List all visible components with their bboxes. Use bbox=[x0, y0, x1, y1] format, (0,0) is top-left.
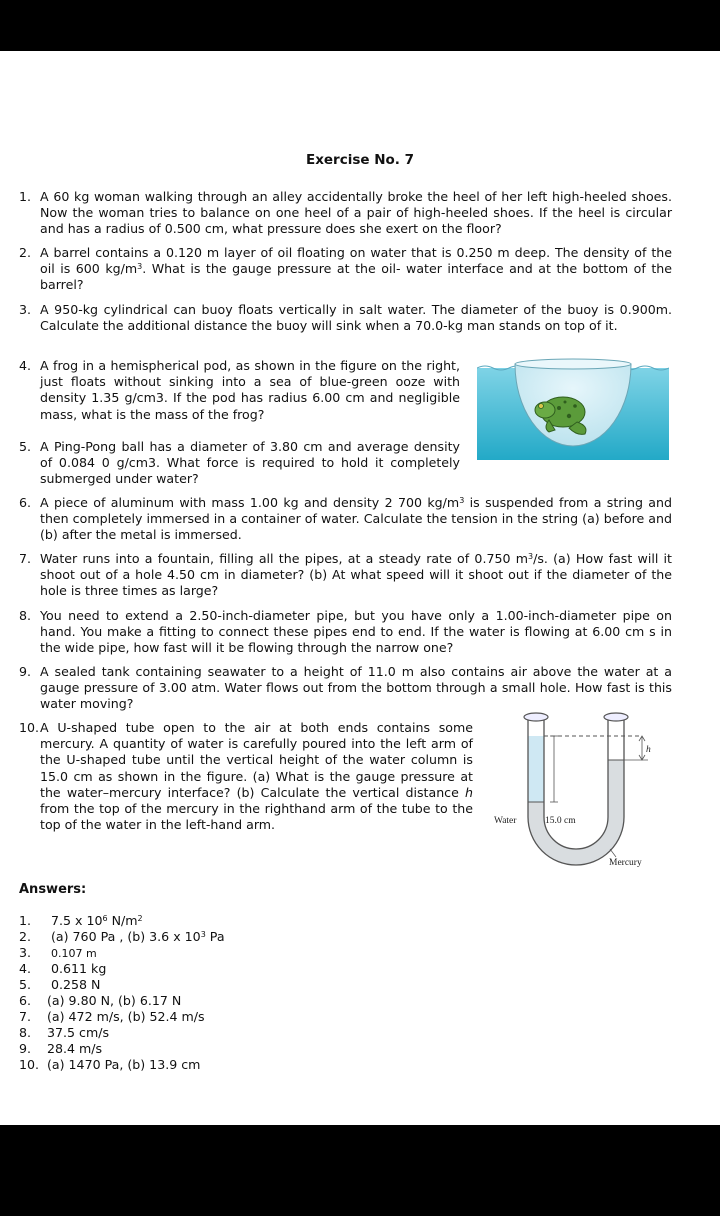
answer-item: 9. 28.4 m/s bbox=[19, 1041, 103, 1056]
h-label: h bbox=[646, 745, 651, 755]
question-9 bbox=[19, 664, 672, 713]
frog-pod-figure bbox=[477, 356, 669, 460]
question-8 bbox=[19, 608, 672, 657]
question-number: 9. bbox=[19, 664, 32, 679]
u-tube-figure bbox=[490, 709, 662, 869]
answer-item: 10. (a) 1470 Pa, (b) 13.9 cm bbox=[19, 1057, 201, 1072]
question-text: A sealed tank containing seawater to a height of 11.0 m also contains air above the water at a gauge pressure of 3.00 atm. Water flows out from the bottom through a small hole. How fast is this water moving? bbox=[40, 664, 672, 712]
question-number: 10. bbox=[19, 720, 40, 735]
question-text: Water runs into a fountain, filling all the pipes, at a steady rate of 0.750 $m^3/s$. (a) How fast will it shoot out of a hole 4.50 cm in diameter? (b) At what speed will it shoot out if the diameter of the hole is three times as large? bbox=[40, 551, 672, 599]
mercury-label: Mercury bbox=[609, 858, 642, 868]
question-2 bbox=[19, 245, 672, 294]
question-number: 2. bbox=[19, 245, 32, 260]
question-text: A 950-kg cylindrical can buoy floats vertically in salt water. The diameter of the buoy is 0.900m. Calculate the additional distance the buoy will sink when a 70.0-kg man stands on top of it. bbox=[40, 302, 672, 334]
answer-item: 3. 0.107 m bbox=[19, 945, 97, 960]
question-text: You need to extend a 2.50-inch-diameter pipe, but you have only a 1.00-inch-diameter pipe on hand. You make a fitting to connect these pipes end to end. If the water is flowing at 6.00 cm s in the wide pipe, how fast will it be flowing through the narrow one? bbox=[40, 608, 672, 656]
answer-item: 2. (a) 760 Pa , (b) 3.6 x $10^3$ Pa bbox=[19, 929, 225, 944]
answer-item: 6. (a) 9.80 N, (b) 6.17 N bbox=[19, 993, 182, 1008]
answer-item: 8. 37.5 cm/s bbox=[19, 1025, 110, 1040]
question-1 bbox=[19, 189, 672, 238]
height-label: 15.0 cm bbox=[545, 816, 576, 826]
answer-item: 5. 0.258 N bbox=[19, 977, 101, 992]
frog-pod-illustration bbox=[477, 356, 669, 460]
question-number: 7. bbox=[19, 551, 32, 566]
water-label: Water bbox=[494, 816, 517, 826]
answer-item: 7. (a) 472 m/s, (b) 52.4 m/s bbox=[19, 1009, 205, 1024]
question-number: 5. bbox=[19, 439, 32, 454]
question-number: 3. bbox=[19, 302, 32, 317]
question-6 bbox=[19, 495, 672, 544]
question-10 bbox=[19, 720, 473, 833]
question-7 bbox=[19, 551, 672, 600]
question-text: A U-shaped tube open to the air at both ends contains some mercury. A quantity of water is carefully poured into the left arm of the U-shaped tube until the vertical height of the water column is 15.0 cm as shown in the figure. (a) What is the gauge pressure at the water–mercury interface? (b) Calculate the vertical distance h from the top of the mercury in the righthand arm of the tube to the top of the water in the left-hand arm. bbox=[40, 720, 473, 833]
question-3 bbox=[19, 302, 672, 334]
answer-item: 4. 0.611 kg bbox=[19, 961, 107, 976]
document-page bbox=[0, 51, 720, 1125]
question-number: 4. bbox=[19, 358, 32, 373]
answers-heading: Answers: bbox=[19, 882, 87, 897]
question-number: 8. bbox=[19, 608, 32, 623]
u-tube-diagram bbox=[490, 709, 662, 869]
question-text: A Ping-Pong ball has a diameter of 3.80 cm and average density of 0.084 0 g/cm3. What force is required to hold it completely submerged under water? bbox=[40, 439, 460, 487]
question-number: 6. bbox=[19, 495, 32, 510]
question-4 bbox=[19, 358, 460, 423]
question-text: A barrel contains a 0.120 m layer of oil floating on water that is 0.250 m deep. The density of the oil is 600 $kg/m^3$. What is the gauge pressure at the oil- water interface and at the bottom of the barrel? bbox=[40, 245, 672, 293]
question-text: A 60 kg woman walking through an alley accidentally broke the heel of her left high-heeled shoes. Now the woman tries to balance on one heel of a pair of high-heeled shoes. If the heel is circular and has a radius of 0.500 cm, what pressure does she exert on the floor? bbox=[40, 189, 672, 237]
page-title: Exercise No. 7 bbox=[305, 152, 415, 168]
question-number: 1. bbox=[19, 189, 32, 204]
answer-item: 1. 7.5 x $10^6$ $N/m^2$ bbox=[19, 913, 143, 928]
question-text: A piece of aluminum with mass 1.00 kg and density 2 700 $kg/m^3$ is suspended from a string and then completely immersed in a container of water. Calculate the tension in the string (a) before and (b) after the metal is immersed. bbox=[40, 495, 672, 543]
question-5 bbox=[19, 439, 460, 488]
question-text: A frog in a hemispherical pod, as shown in the figure on the right, just floats without sinking into a sea of blue-green ooze with density 1.35 g/cm3. If the pod has radius 6.00 cm and negligible mass, what is the mass of the frog? bbox=[40, 358, 460, 422]
